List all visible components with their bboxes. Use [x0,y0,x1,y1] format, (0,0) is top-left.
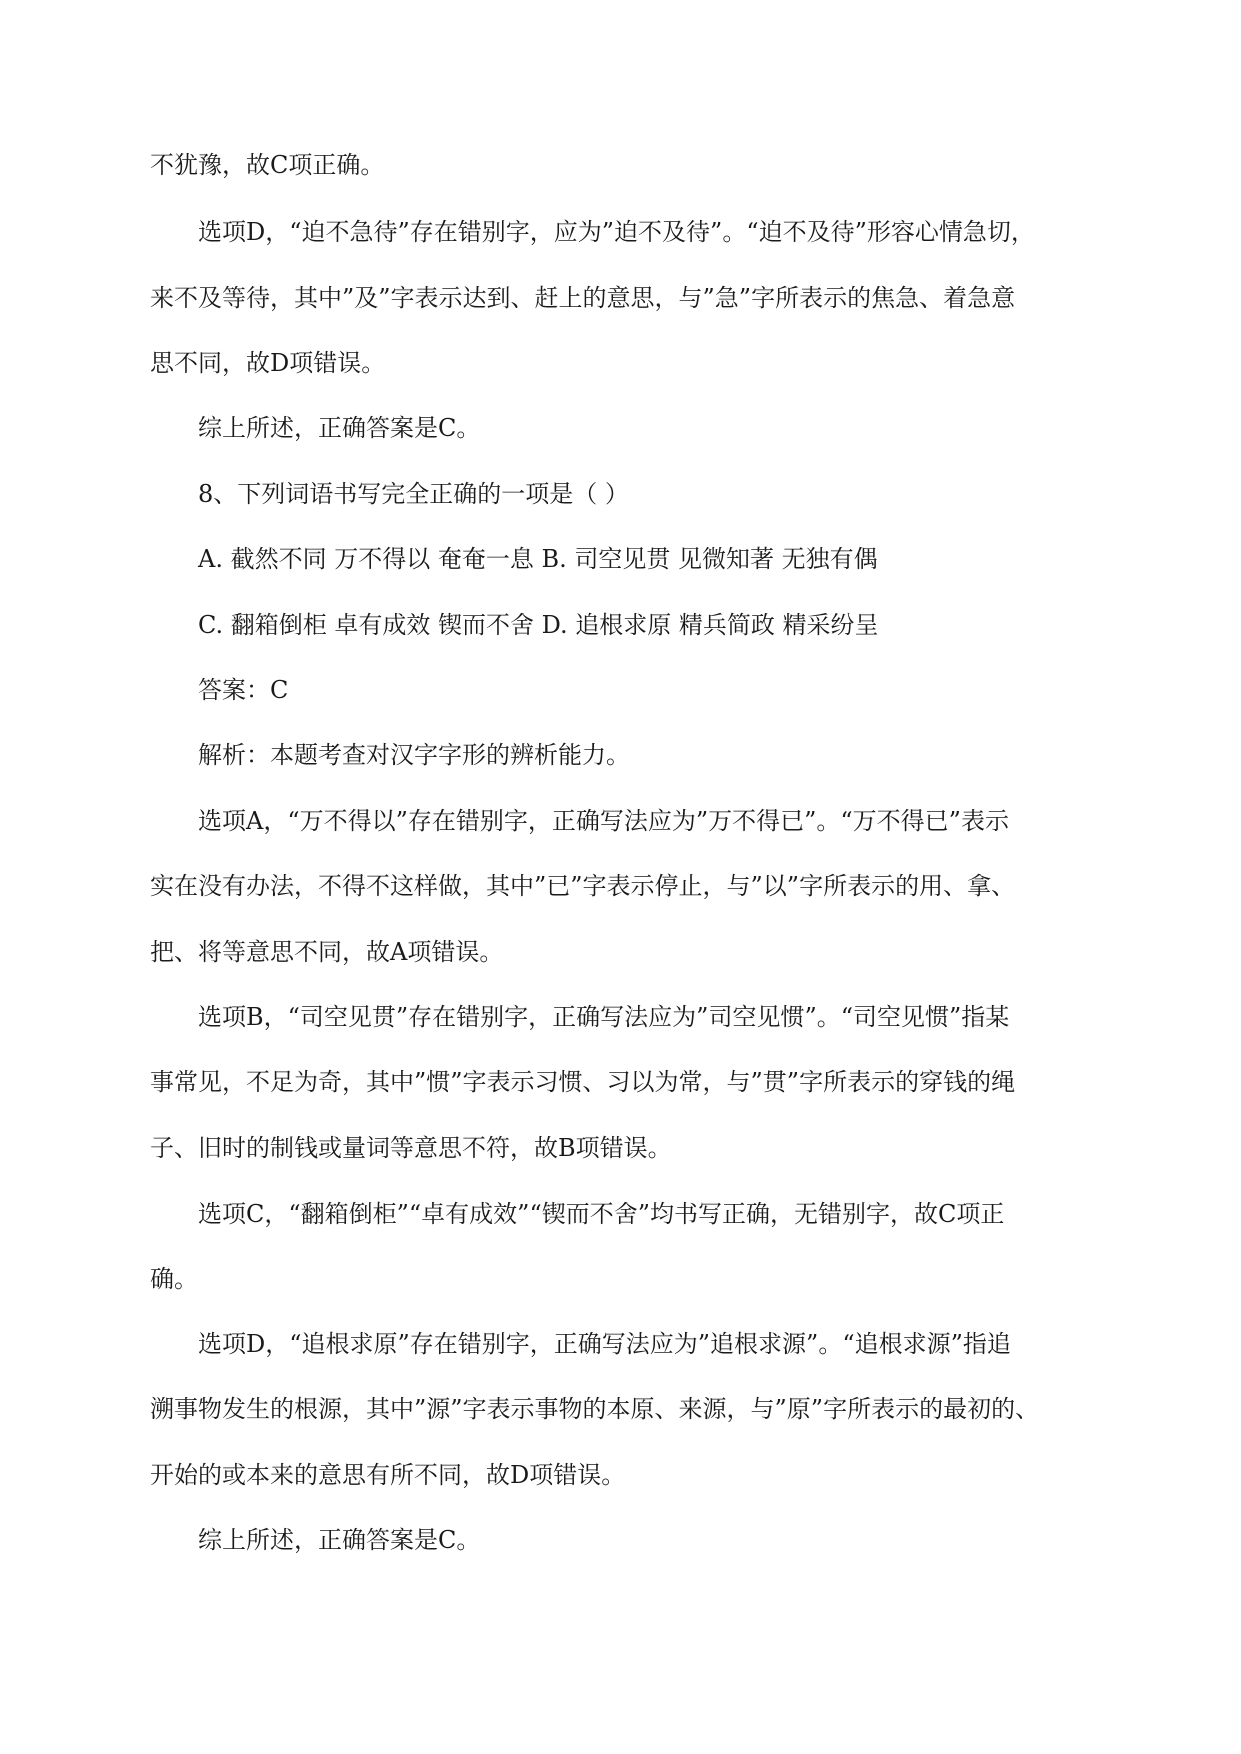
text-line: 来不及等待，其中”及”字表示达到、赶上的意思，与”急”字所表示的焦急、着急意 [150,284,1016,312]
text-line: 选项C，“翻箱倒柜”“卓有成效”“锲而不舍”均书写正确，无错别字，故C项正 [198,1200,1005,1228]
question-options-ab: A. 截然不同 万不得以 奄奄一息 B. 司空见贯 见微知著 无独有偶 [198,545,878,573]
text-line: 把、将等意思不同，故A项错误。 [150,938,504,966]
question-options-cd: C. 翻箱倒柜 卓有成效 锲而不舍 D. 追根求原 精兵简政 精采纷呈 [198,611,879,639]
analysis-line: 解析：本题考查对汉字字形的辨析能力。 [198,741,630,769]
text-line: 思不同，故D项错误。 [150,349,386,377]
text-line: 综上所述，正确答案是C。 [198,1526,481,1554]
text-line: 选项A，“万不得以”存在错别字，正确写法应为”万不得已”。“万不得已”表示 [198,807,1009,835]
text-line: 实在没有办法，不得不这样做，其中”已”字表示停止，与”以”字所表示的用、拿、 [150,872,1016,900]
question-title: 8、下列词语书写完全正确的一项是（ ） [198,480,629,508]
text-line: 选项B，“司空见贯”存在错别字，正确写法应为”司空见惯”。“司空见惯”指某 [198,1003,1010,1031]
text-line: 不犹豫，故C项正确。 [150,151,385,179]
text-line: 事常见，不足为奇，其中”惯”字表示习惯、习以为常，与”贯”字所表示的穿钱的绳 [150,1068,1016,1096]
text-line: 综上所述，正确答案是C。 [198,414,481,442]
text-line: 子、旧时的制钱或量词等意思不符，故B项错误。 [150,1134,672,1162]
text-line: 确。 [150,1265,198,1293]
text-line: 溯事物发生的根源，其中”源”字表示事物的本原、来源，与”原”字所表示的最初的、 [150,1395,1040,1423]
text-line: 选项D，“追根求原”存在错别字，正确写法应为”追根求源”。“追根求源”指追 [198,1330,1011,1358]
answer-line: 答案：C [198,676,289,704]
text-line: 选项D，“迫不急待”存在错别字，应为”迫不及待”。“迫不及待”形容心情急切， [198,218,1035,246]
text-line: 开始的或本来的意思有所不同，故D项错误。 [150,1461,626,1489]
